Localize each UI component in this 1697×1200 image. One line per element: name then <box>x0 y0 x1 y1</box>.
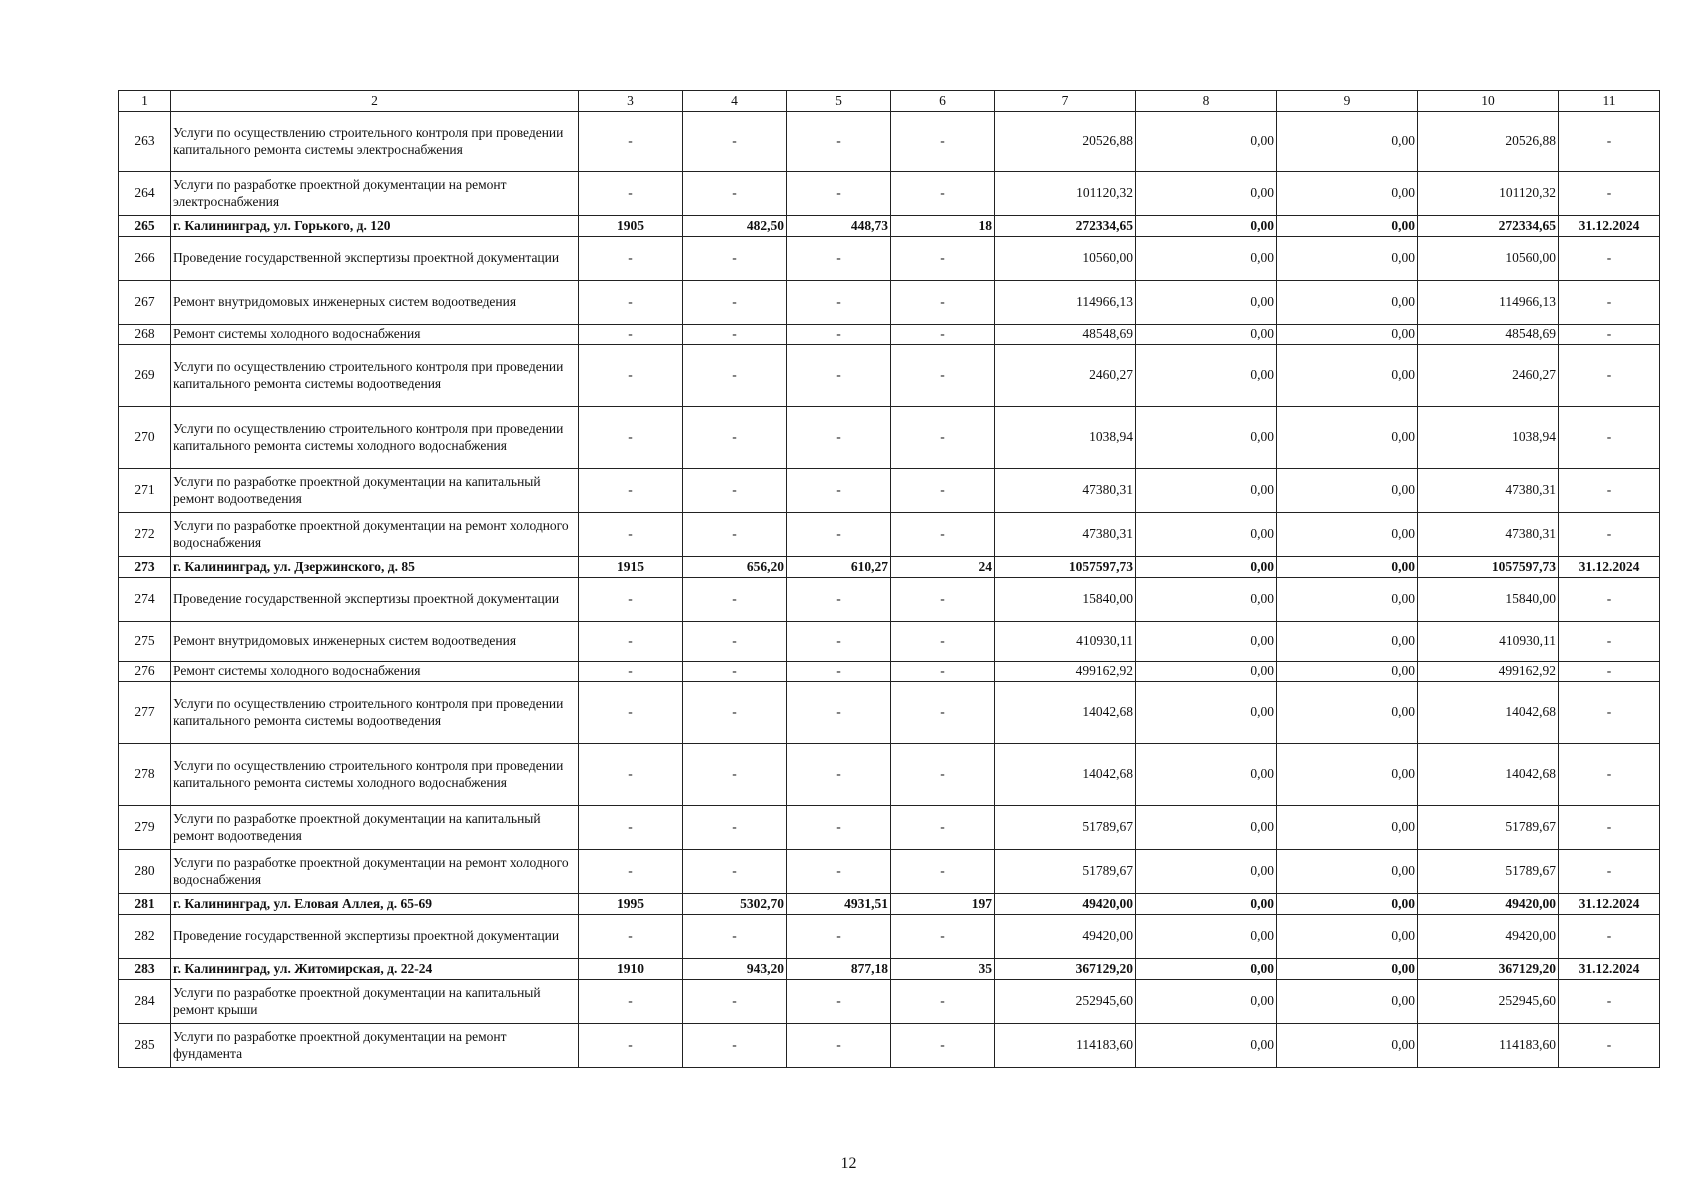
cost-owners: 47380,31 <box>1418 469 1559 513</box>
total-area: - <box>683 407 787 469</box>
page-number: 12 <box>840 1155 857 1172</box>
cost-owners: 410930,11 <box>1418 622 1559 662</box>
living-area: - <box>787 662 891 682</box>
cost-fund-8: 0,00 <box>1136 216 1277 237</box>
cost-owners: 14042,68 <box>1418 682 1559 744</box>
cost-owners: 1057597,73 <box>1418 557 1559 578</box>
cost-fund-8: 0,00 <box>1136 622 1277 662</box>
column-header: 2 <box>171 91 579 112</box>
column-header: 3 <box>579 91 683 112</box>
completion-date: - <box>1559 980 1660 1024</box>
year-built: - <box>579 980 683 1024</box>
column-header: 9 <box>1277 91 1418 112</box>
year-built: - <box>579 172 683 216</box>
row-number: 285 <box>119 1024 171 1068</box>
row-number: 275 <box>119 622 171 662</box>
work-description: г. Калининград, ул. Еловая Аллея, д. 65-69 <box>171 894 579 915</box>
residents: 18 <box>891 216 995 237</box>
total-area: - <box>683 915 787 959</box>
cost-total: 15840,00 <box>995 578 1136 622</box>
address-row <box>119 959 1660 980</box>
cost-fund-8: 0,00 <box>1136 806 1277 850</box>
column-header: 5 <box>787 91 891 112</box>
cost-total: 114183,60 <box>995 1024 1136 1068</box>
table-row <box>119 915 1660 959</box>
residents: - <box>891 622 995 662</box>
table-row <box>119 407 1660 469</box>
cost-fund-8: 0,00 <box>1136 894 1277 915</box>
cost-total: 367129,20 <box>995 959 1136 980</box>
table-row <box>119 345 1660 407</box>
row-number: 264 <box>119 172 171 216</box>
living-area: - <box>787 345 891 407</box>
living-area: - <box>787 915 891 959</box>
cost-fund-9: 0,00 <box>1277 578 1418 622</box>
living-area: - <box>787 744 891 806</box>
cost-fund-8: 0,00 <box>1136 281 1277 325</box>
living-area: - <box>787 237 891 281</box>
table-row <box>119 1024 1660 1068</box>
cost-fund-9: 0,00 <box>1277 325 1418 345</box>
row-number: 276 <box>119 662 171 682</box>
total-area: 482,50 <box>683 216 787 237</box>
work-description: Проведение государственной экспертизы проектной документации <box>171 915 579 959</box>
row-number: 272 <box>119 513 171 557</box>
table-row <box>119 237 1660 281</box>
total-area: - <box>683 806 787 850</box>
table-row <box>119 806 1660 850</box>
living-area: - <box>787 578 891 622</box>
completion-date: - <box>1559 806 1660 850</box>
cost-total: 14042,68 <box>995 744 1136 806</box>
cost-total: 101120,32 <box>995 172 1136 216</box>
total-area: - <box>683 281 787 325</box>
residents: - <box>891 513 995 557</box>
residents: - <box>891 325 995 345</box>
row-number: 271 <box>119 469 171 513</box>
cost-total: 14042,68 <box>995 682 1136 744</box>
cost-owners: 47380,31 <box>1418 513 1559 557</box>
year-built: 1995 <box>579 894 683 915</box>
living-area: 610,27 <box>787 557 891 578</box>
cost-total: 47380,31 <box>995 513 1136 557</box>
cost-owners: 10560,00 <box>1418 237 1559 281</box>
capital-repair-table <box>118 90 1660 1068</box>
table-row <box>119 622 1660 662</box>
residents: - <box>891 281 995 325</box>
cost-fund-9: 0,00 <box>1277 806 1418 850</box>
cost-fund-8: 0,00 <box>1136 469 1277 513</box>
year-built: - <box>579 578 683 622</box>
cost-fund-9: 0,00 <box>1277 682 1418 744</box>
table-row <box>119 172 1660 216</box>
cost-owners: 114966,13 <box>1418 281 1559 325</box>
total-area: - <box>683 345 787 407</box>
cost-owners: 2460,27 <box>1418 345 1559 407</box>
total-area: 5302,70 <box>683 894 787 915</box>
cost-fund-9: 0,00 <box>1277 915 1418 959</box>
table-row <box>119 112 1660 172</box>
table-row <box>119 325 1660 345</box>
living-area: - <box>787 172 891 216</box>
row-number: 279 <box>119 806 171 850</box>
cost-fund-8: 0,00 <box>1136 513 1277 557</box>
residents: - <box>891 1024 995 1068</box>
total-area: - <box>683 850 787 894</box>
residents: - <box>891 744 995 806</box>
residents: - <box>891 112 995 172</box>
total-area: - <box>683 172 787 216</box>
cost-total: 47380,31 <box>995 469 1136 513</box>
living-area: 877,18 <box>787 959 891 980</box>
total-area: - <box>683 662 787 682</box>
completion-date: - <box>1559 281 1660 325</box>
row-number: 280 <box>119 850 171 894</box>
cost-fund-9: 0,00 <box>1277 469 1418 513</box>
cost-fund-9: 0,00 <box>1277 744 1418 806</box>
completion-date: - <box>1559 237 1660 281</box>
completion-date: - <box>1559 345 1660 407</box>
year-built: - <box>579 850 683 894</box>
work-description: Ремонт внутридомовых инженерных систем водоотведения <box>171 622 579 662</box>
cost-fund-9: 0,00 <box>1277 662 1418 682</box>
cost-total: 1057597,73 <box>995 557 1136 578</box>
column-header: 10 <box>1418 91 1559 112</box>
work-description: Услуги по разработке проектной документации на ремонт холодного водоснабжения <box>171 850 579 894</box>
work-description: Услуги по осуществлению строительного контроля при проведении капитального ремонта системы электроснабжения <box>171 112 579 172</box>
column-header: 6 <box>891 91 995 112</box>
cost-fund-8: 0,00 <box>1136 345 1277 407</box>
residents: - <box>891 806 995 850</box>
residents: 197 <box>891 894 995 915</box>
cost-fund-8: 0,00 <box>1136 850 1277 894</box>
cost-owners: 20526,88 <box>1418 112 1559 172</box>
work-description: Услуги по разработке проектной документации на ремонт холодного водоснабжения <box>171 513 579 557</box>
completion-date: - <box>1559 578 1660 622</box>
table-row <box>119 662 1660 682</box>
table-row <box>119 578 1660 622</box>
living-area: - <box>787 850 891 894</box>
year-built: 1915 <box>579 557 683 578</box>
residents: 35 <box>891 959 995 980</box>
residents: 24 <box>891 557 995 578</box>
cost-total: 49420,00 <box>995 894 1136 915</box>
work-description: Ремонт внутридомовых инженерных систем водоотведения <box>171 281 579 325</box>
living-area: - <box>787 980 891 1024</box>
table-row <box>119 469 1660 513</box>
row-number: 270 <box>119 407 171 469</box>
work-description: Услуги по разработке проектной документации на капитальный ремонт крыши <box>171 980 579 1024</box>
cost-owners: 252945,60 <box>1418 980 1559 1024</box>
cost-owners: 499162,92 <box>1418 662 1559 682</box>
residents: - <box>891 662 995 682</box>
cost-fund-8: 0,00 <box>1136 557 1277 578</box>
cost-fund-9: 0,00 <box>1277 237 1418 281</box>
row-number: 277 <box>119 682 171 744</box>
residents: - <box>891 850 995 894</box>
living-area: - <box>787 407 891 469</box>
residents: - <box>891 915 995 959</box>
total-area: 656,20 <box>683 557 787 578</box>
total-area: - <box>683 237 787 281</box>
cost-owners: 101120,32 <box>1418 172 1559 216</box>
work-description: Проведение государственной экспертизы проектной документации <box>171 237 579 281</box>
work-description: г. Калининград, ул. Горького, д. 120 <box>171 216 579 237</box>
cost-fund-9: 0,00 <box>1277 980 1418 1024</box>
table-row <box>119 682 1660 744</box>
row-number: 265 <box>119 216 171 237</box>
cost-total: 410930,11 <box>995 622 1136 662</box>
total-area: - <box>683 513 787 557</box>
residents: - <box>891 980 995 1024</box>
completion-date: - <box>1559 622 1660 662</box>
cost-total: 51789,67 <box>995 850 1136 894</box>
work-description: Услуги по разработке проектной документации на ремонт фундамента <box>171 1024 579 1068</box>
completion-date: - <box>1559 112 1660 172</box>
cost-fund-9: 0,00 <box>1277 894 1418 915</box>
cost-fund-8: 0,00 <box>1136 915 1277 959</box>
year-built: - <box>579 513 683 557</box>
year-built: - <box>579 662 683 682</box>
completion-date: - <box>1559 469 1660 513</box>
cost-owners: 51789,67 <box>1418 850 1559 894</box>
table-row <box>119 850 1660 894</box>
work-description: Ремонт системы холодного водоснабжения <box>171 662 579 682</box>
cost-total: 20526,88 <box>995 112 1136 172</box>
column-number-row <box>119 91 1660 112</box>
table-body <box>119 112 1660 1068</box>
cost-fund-9: 0,00 <box>1277 216 1418 237</box>
living-area: - <box>787 682 891 744</box>
column-header: 4 <box>683 91 787 112</box>
completion-date: - <box>1559 172 1660 216</box>
completion-date: - <box>1559 744 1660 806</box>
cost-owners: 49420,00 <box>1418 894 1559 915</box>
cost-owners: 114183,60 <box>1418 1024 1559 1068</box>
cost-fund-9: 0,00 <box>1277 345 1418 407</box>
work-description: Услуги по осуществлению строительного контроля при проведении капитального ремонта системы холодного водоснабжения <box>171 744 579 806</box>
cost-total: 49420,00 <box>995 915 1136 959</box>
completion-date: - <box>1559 1024 1660 1068</box>
cost-fund-8: 0,00 <box>1136 172 1277 216</box>
cost-fund-8: 0,00 <box>1136 682 1277 744</box>
column-header: 7 <box>995 91 1136 112</box>
completion-date: - <box>1559 407 1660 469</box>
completion-date: - <box>1559 682 1660 744</box>
column-header: 8 <box>1136 91 1277 112</box>
cost-total: 252945,60 <box>995 980 1136 1024</box>
cost-fund-9: 0,00 <box>1277 959 1418 980</box>
year-built: - <box>579 682 683 744</box>
work-description: Услуги по осуществлению строительного контроля при проведении капитального ремонта системы водоотведения <box>171 682 579 744</box>
cost-owners: 272334,65 <box>1418 216 1559 237</box>
cost-fund-8: 0,00 <box>1136 744 1277 806</box>
work-description: Услуги по разработке проектной документации на ремонт электроснабжения <box>171 172 579 216</box>
cost-owners: 49420,00 <box>1418 915 1559 959</box>
table-row <box>119 980 1660 1024</box>
total-area: - <box>683 469 787 513</box>
work-description: Проведение государственной экспертизы проектной документации <box>171 578 579 622</box>
cost-total: 51789,67 <box>995 806 1136 850</box>
row-number: 282 <box>119 915 171 959</box>
completion-date: 31.12.2024 <box>1559 216 1660 237</box>
total-area: - <box>683 622 787 662</box>
year-built: - <box>579 469 683 513</box>
table-row <box>119 281 1660 325</box>
work-description: Услуги по разработке проектной документации на капитальный ремонт водоотведения <box>171 469 579 513</box>
row-number: 267 <box>119 281 171 325</box>
year-built: 1905 <box>579 216 683 237</box>
cost-fund-9: 0,00 <box>1277 513 1418 557</box>
cost-fund-8: 0,00 <box>1136 662 1277 682</box>
residents: - <box>891 578 995 622</box>
year-built: - <box>579 744 683 806</box>
cost-fund-8: 0,00 <box>1136 325 1277 345</box>
row-number: 268 <box>119 325 171 345</box>
year-built: - <box>579 345 683 407</box>
living-area: - <box>787 112 891 172</box>
row-number: 266 <box>119 237 171 281</box>
living-area: - <box>787 806 891 850</box>
completion-date: 31.12.2024 <box>1559 557 1660 578</box>
total-area: - <box>683 980 787 1024</box>
address-row <box>119 216 1660 237</box>
cost-fund-9: 0,00 <box>1277 622 1418 662</box>
row-number: 281 <box>119 894 171 915</box>
cost-owners: 367129,20 <box>1418 959 1559 980</box>
completion-date: - <box>1559 325 1660 345</box>
residents: - <box>891 407 995 469</box>
cost-fund-8: 0,00 <box>1136 578 1277 622</box>
completion-date: 31.12.2024 <box>1559 894 1660 915</box>
residents: - <box>891 172 995 216</box>
row-number: 284 <box>119 980 171 1024</box>
year-built: - <box>579 806 683 850</box>
completion-date: - <box>1559 850 1660 894</box>
cost-total: 10560,00 <box>995 237 1136 281</box>
cost-fund-9: 0,00 <box>1277 1024 1418 1068</box>
living-area: 448,73 <box>787 216 891 237</box>
total-area: - <box>683 112 787 172</box>
year-built: - <box>579 407 683 469</box>
address-row <box>119 894 1660 915</box>
residents: - <box>891 469 995 513</box>
year-built: - <box>579 1024 683 1068</box>
total-area: - <box>683 578 787 622</box>
cost-fund-9: 0,00 <box>1277 112 1418 172</box>
completion-date: - <box>1559 915 1660 959</box>
living-area: - <box>787 513 891 557</box>
cost-fund-8: 0,00 <box>1136 959 1277 980</box>
cost-total: 272334,65 <box>995 216 1136 237</box>
cost-fund-9: 0,00 <box>1277 172 1418 216</box>
cost-fund-8: 0,00 <box>1136 980 1277 1024</box>
living-area: - <box>787 1024 891 1068</box>
living-area: - <box>787 281 891 325</box>
cost-owners: 51789,67 <box>1418 806 1559 850</box>
cost-fund-8: 0,00 <box>1136 112 1277 172</box>
row-number: 273 <box>119 557 171 578</box>
row-number: 283 <box>119 959 171 980</box>
cost-fund-8: 0,00 <box>1136 407 1277 469</box>
year-built: - <box>579 622 683 662</box>
year-built: - <box>579 325 683 345</box>
cost-owners: 14042,68 <box>1418 744 1559 806</box>
work-description: Ремонт системы холодного водоснабжения <box>171 325 579 345</box>
cost-fund-9: 0,00 <box>1277 557 1418 578</box>
total-area: - <box>683 744 787 806</box>
year-built: - <box>579 112 683 172</box>
residents: - <box>891 682 995 744</box>
row-number: 269 <box>119 345 171 407</box>
row-number: 278 <box>119 744 171 806</box>
residents: - <box>891 345 995 407</box>
year-built: 1910 <box>579 959 683 980</box>
living-area: - <box>787 469 891 513</box>
cost-owners: 1038,94 <box>1418 407 1559 469</box>
work-description: Услуги по осуществлению строительного контроля при проведении капитального ремонта системы холодного водоснабжения <box>171 407 579 469</box>
column-header: 1 <box>119 91 171 112</box>
cost-total: 2460,27 <box>995 345 1136 407</box>
cost-total: 1038,94 <box>995 407 1136 469</box>
cost-owners: 15840,00 <box>1418 578 1559 622</box>
cost-fund-9: 0,00 <box>1277 281 1418 325</box>
total-area: - <box>683 325 787 345</box>
total-area: 943,20 <box>683 959 787 980</box>
total-area: - <box>683 1024 787 1068</box>
residents: - <box>891 237 995 281</box>
cost-fund-8: 0,00 <box>1136 1024 1277 1068</box>
cost-total: 114966,13 <box>995 281 1136 325</box>
cost-fund-9: 0,00 <box>1277 407 1418 469</box>
cost-total: 48548,69 <box>995 325 1136 345</box>
row-number: 263 <box>119 112 171 172</box>
completion-date: - <box>1559 662 1660 682</box>
cost-owners: 48548,69 <box>1418 325 1559 345</box>
column-header: 11 <box>1559 91 1660 112</box>
cost-total: 499162,92 <box>995 662 1136 682</box>
table-row <box>119 513 1660 557</box>
year-built: - <box>579 237 683 281</box>
cost-fund-9: 0,00 <box>1277 850 1418 894</box>
total-area: - <box>683 682 787 744</box>
table-row <box>119 744 1660 806</box>
work-description: Услуги по осуществлению строительного контроля при проведении капитального ремонта системы водоотведения <box>171 345 579 407</box>
living-area: - <box>787 622 891 662</box>
completion-date: - <box>1559 513 1660 557</box>
year-built: - <box>579 915 683 959</box>
work-description: г. Калининград, ул. Дзержинского, д. 85 <box>171 557 579 578</box>
living-area: 4931,51 <box>787 894 891 915</box>
work-description: Услуги по разработке проектной документации на капитальный ремонт водоотведения <box>171 806 579 850</box>
completion-date: 31.12.2024 <box>1559 959 1660 980</box>
row-number: 274 <box>119 578 171 622</box>
address-row <box>119 557 1660 578</box>
cost-fund-8: 0,00 <box>1136 237 1277 281</box>
year-built: - <box>579 281 683 325</box>
work-description: г. Калининград, ул. Житомирская, д. 22-24 <box>171 959 579 980</box>
living-area: - <box>787 325 891 345</box>
